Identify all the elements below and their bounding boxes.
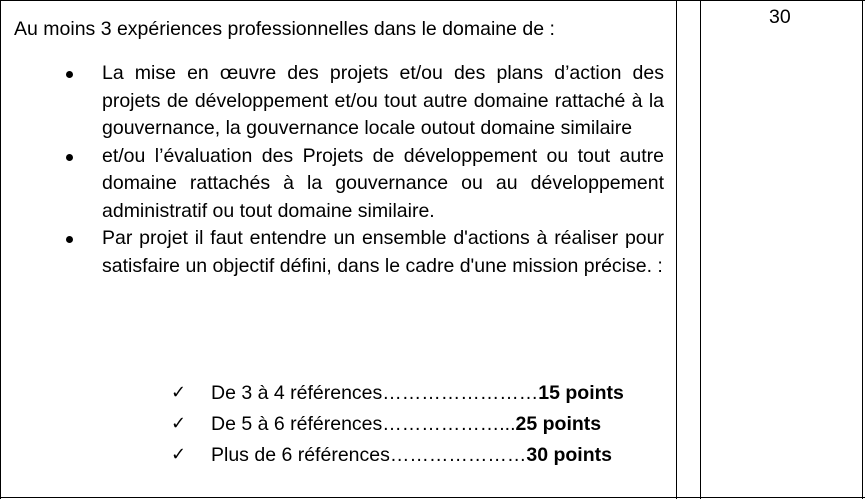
bullet-text: et/ou l’évaluation des Projets de développement ou tout autre domaine rattachés à la gouvernance ou au développement administratif ou tout domaine similaire. (102, 144, 664, 222)
score-label: Plus de 6 références………………… (211, 444, 527, 466)
score-label: De 5 à 6 références………………... (211, 413, 516, 435)
bullet-item (0, 225, 680, 280)
bullet-item (0, 143, 680, 226)
bullet-icon (66, 154, 73, 161)
bullet-icon (66, 236, 73, 243)
bullet-text: La mise en œuvre des projets et/ou des plans d’action des projets de développement et/ou tout autre domaine rattaché à la gouvernance, la gouvernance locale outout domaine similaire (102, 62, 664, 139)
bullet-icon (66, 71, 73, 78)
checkmark-icon: ✓ (171, 382, 187, 402)
score-points: 25 points (515, 413, 602, 435)
criterion-bullet-list (0, 60, 680, 280)
checkmark-icon: ✓ (171, 444, 187, 464)
column-divider-2 (700, 0, 701, 499)
table-border-bottom (0, 497, 865, 498)
criterion-intro: Au moins 3 expériences professionnelles dans le domaine de : (14, 18, 555, 40)
score-points: 15 points (538, 382, 624, 404)
checkmark-icon: ✓ (171, 413, 187, 433)
score-label: De 3 à 4 références…………………… (211, 382, 539, 404)
table-border-right (862, 0, 863, 499)
score-points: 30 points (526, 444, 612, 466)
score-value: 30 (769, 6, 791, 28)
table-border-top (0, 0, 865, 1)
bullet-text: Par projet il faut entendre un ensemble d'actions à réaliser pour satisfaire un objectif défini, dans le cadre d'une mission précise. : (102, 227, 664, 277)
bullet-item (0, 60, 680, 143)
